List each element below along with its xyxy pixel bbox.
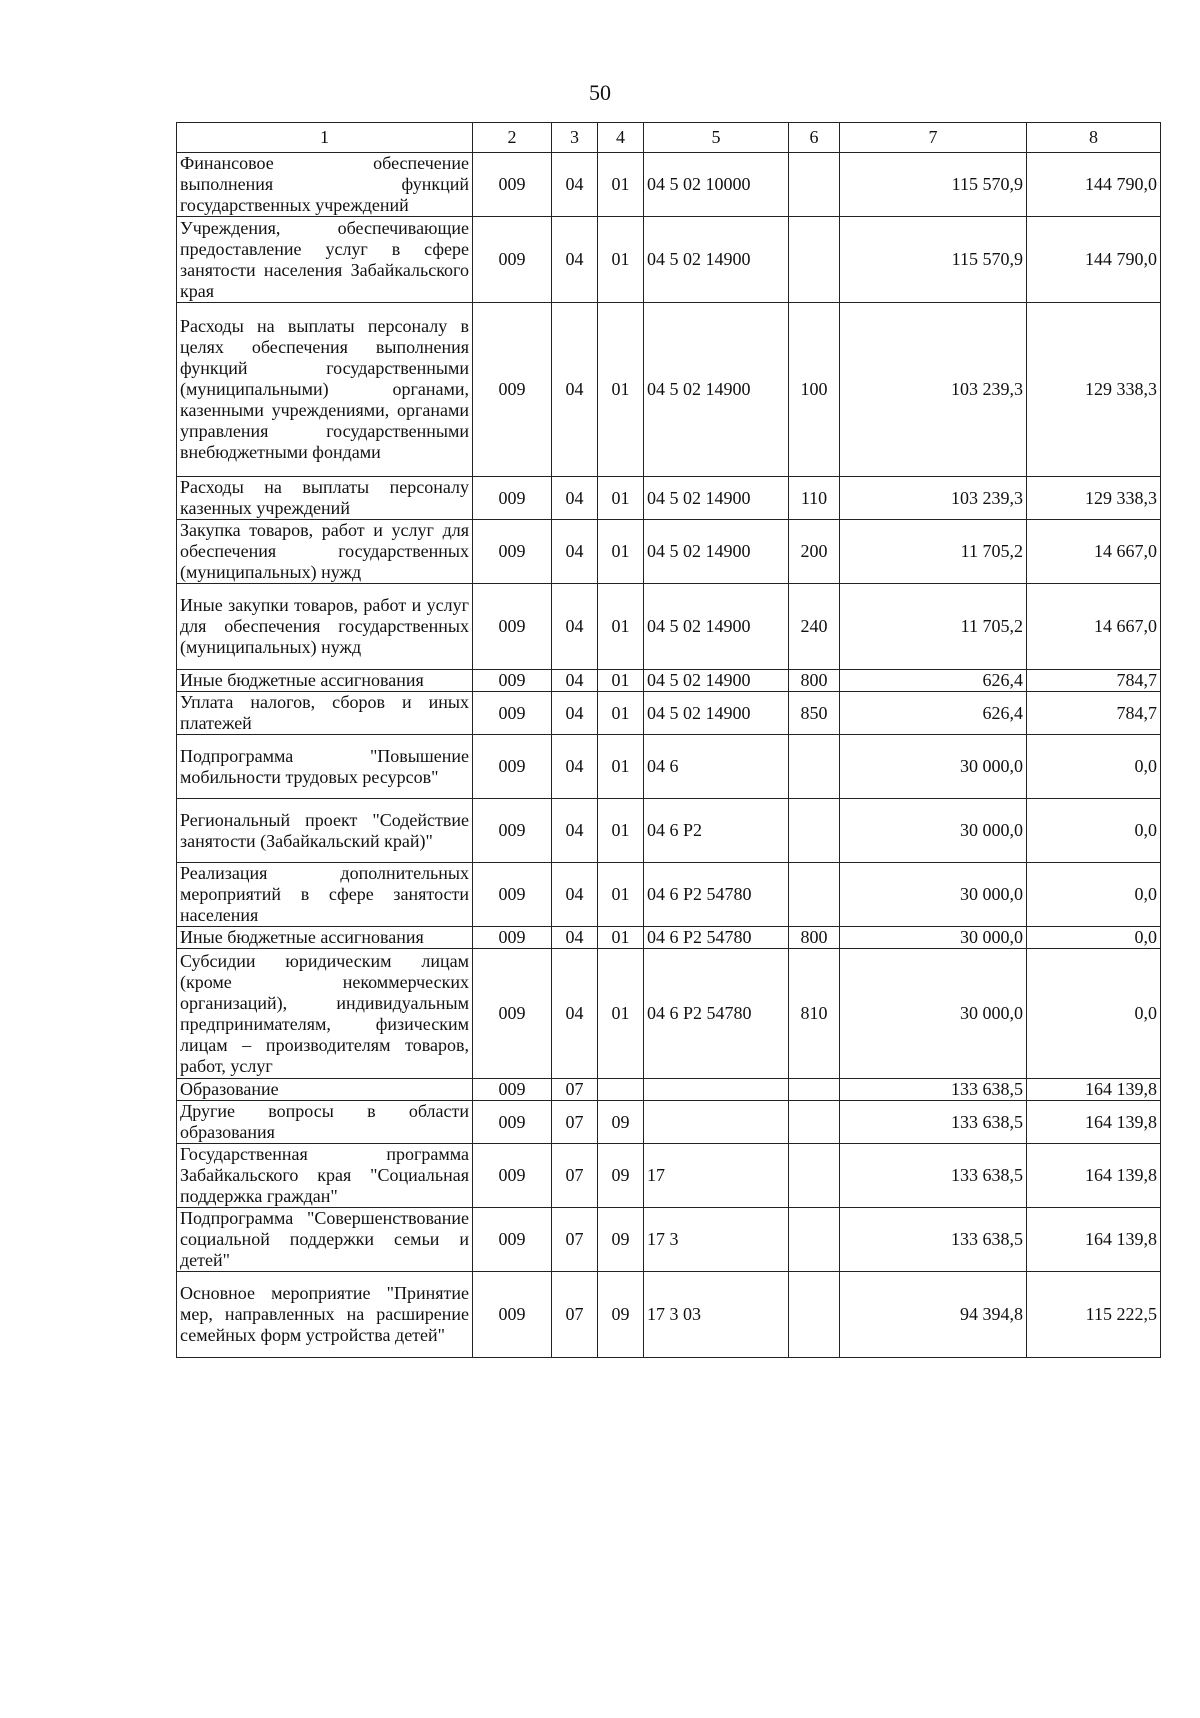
cell-amount-1: 11 705,2 [840, 520, 1027, 584]
cell-expense-type [789, 1272, 840, 1358]
cell-target-item: 04 5 02 10000 [644, 153, 789, 217]
cell-amount-2: 164 139,8 [1027, 1101, 1161, 1144]
cell-subsection: 01 [598, 692, 644, 735]
cell-admin-code: 009 [473, 1079, 552, 1101]
header-cell: 8 [1027, 123, 1161, 153]
cell-amount-2: 115 222,5 [1027, 1272, 1161, 1358]
cell-subsection: 09 [598, 1272, 644, 1358]
cell-admin-code: 009 [473, 153, 552, 217]
cell-target-item: 04 5 02 14900 [644, 584, 789, 670]
cell-name: Основное мероприятие "Принятие мер, направленных на расширение семейных форм устройства детей" [177, 1272, 473, 1358]
cell-section: 04 [552, 735, 598, 799]
budget-table [176, 122, 1161, 1358]
cell-admin-code: 009 [473, 584, 552, 670]
header-cell: 7 [840, 123, 1027, 153]
cell-section: 04 [552, 949, 598, 1079]
cell-amount-2: 0,0 [1027, 799, 1161, 863]
cell-amount-2: 129 338,3 [1027, 303, 1161, 477]
cell-name: Иные закупки товаров, работ и услуг для обеспечения государственных (муниципальных) нужд [177, 584, 473, 670]
cell-amount-1: 133 638,5 [840, 1208, 1027, 1272]
cell-subsection: 01 [598, 927, 644, 949]
header-cell: 5 [644, 123, 789, 153]
cell-subsection: 01 [598, 735, 644, 799]
cell-name: Реализация дополнительных мероприятий в сфере занятости населения [177, 863, 473, 927]
cell-target-item: 04 6 P2 54780 [644, 863, 789, 927]
cell-admin-code: 009 [473, 799, 552, 863]
cell-expense-type [789, 1208, 840, 1272]
cell-amount-2: 0,0 [1027, 735, 1161, 799]
cell-amount-1: 30 000,0 [840, 735, 1027, 799]
cell-admin-code: 009 [473, 927, 552, 949]
cell-admin-code: 009 [473, 1144, 552, 1208]
header-row [177, 123, 1161, 153]
cell-target-item: 17 3 [644, 1208, 789, 1272]
cell-name: Иные бюджетные ассигнования [177, 927, 473, 949]
cell-amount-1: 30 000,0 [840, 927, 1027, 949]
cell-expense-type [789, 735, 840, 799]
cell-admin-code: 009 [473, 735, 552, 799]
cell-admin-code: 009 [473, 949, 552, 1079]
cell-expense-type [789, 799, 840, 863]
table-row [177, 670, 1161, 692]
cell-name: Другие вопросы в области образования [177, 1101, 473, 1144]
cell-expense-type: 200 [789, 520, 840, 584]
cell-admin-code: 009 [473, 520, 552, 584]
cell-expense-type: 810 [789, 949, 840, 1079]
cell-subsection: 01 [598, 799, 644, 863]
cell-amount-1: 133 638,5 [840, 1079, 1027, 1101]
cell-amount-1: 103 239,3 [840, 477, 1027, 520]
cell-target-item: 17 [644, 1144, 789, 1208]
cell-expense-type: 850 [789, 692, 840, 735]
cell-target-item [644, 1101, 789, 1144]
cell-amount-1: 30 000,0 [840, 863, 1027, 927]
cell-amount-1: 133 638,5 [840, 1144, 1027, 1208]
cell-section: 04 [552, 799, 598, 863]
cell-subsection: 09 [598, 1101, 644, 1144]
cell-amount-1: 30 000,0 [840, 949, 1027, 1079]
cell-admin-code: 009 [473, 1101, 552, 1144]
cell-admin-code: 009 [473, 217, 552, 303]
cell-expense-type [789, 1101, 840, 1144]
cell-name: Финансовое обеспечение выполнения функций государственных учреждений [177, 153, 473, 217]
cell-section: 04 [552, 520, 598, 584]
table-row [177, 217, 1161, 303]
cell-name: Государственная программа Забайкальского края "Социальная поддержка граждан" [177, 1144, 473, 1208]
cell-amount-2: 164 139,8 [1027, 1144, 1161, 1208]
cell-section: 04 [552, 477, 598, 520]
cell-section: 04 [552, 927, 598, 949]
cell-subsection: 09 [598, 1144, 644, 1208]
cell-amount-2: 0,0 [1027, 949, 1161, 1079]
cell-amount-1: 11 705,2 [840, 584, 1027, 670]
cell-name: Расходы на выплаты персоналу казенных учреждений [177, 477, 473, 520]
cell-section: 07 [552, 1101, 598, 1144]
cell-amount-2: 129 338,3 [1027, 477, 1161, 520]
table-row [177, 1079, 1161, 1101]
cell-amount-1: 133 638,5 [840, 1101, 1027, 1144]
cell-section: 04 [552, 303, 598, 477]
table-row [177, 949, 1161, 1079]
cell-expense-type [789, 863, 840, 927]
cell-target-item: 04 5 02 14900 [644, 303, 789, 477]
cell-expense-type [789, 217, 840, 303]
cell-amount-2: 164 139,8 [1027, 1079, 1161, 1101]
cell-subsection: 01 [598, 477, 644, 520]
cell-section: 07 [552, 1079, 598, 1101]
cell-amount-2: 784,7 [1027, 692, 1161, 735]
cell-admin-code: 009 [473, 1272, 552, 1358]
cell-section: 04 [552, 692, 598, 735]
cell-name: Подпрограмма "Повышение мобильности трудовых ресурсов" [177, 735, 473, 799]
cell-subsection: 01 [598, 153, 644, 217]
cell-amount-1: 30 000,0 [840, 799, 1027, 863]
cell-target-item: 04 5 02 14900 [644, 670, 789, 692]
cell-subsection [598, 1079, 644, 1101]
cell-expense-type: 800 [789, 670, 840, 692]
table-row [177, 927, 1161, 949]
cell-expense-type [789, 153, 840, 217]
cell-subsection: 01 [598, 949, 644, 1079]
table-row [177, 692, 1161, 735]
cell-admin-code: 009 [473, 477, 552, 520]
cell-amount-2: 0,0 [1027, 927, 1161, 949]
header-cell: 6 [789, 123, 840, 153]
table-row [177, 303, 1161, 477]
cell-subsection: 01 [598, 670, 644, 692]
cell-section: 07 [552, 1144, 598, 1208]
cell-admin-code: 009 [473, 303, 552, 477]
table-row [177, 584, 1161, 670]
cell-section: 04 [552, 153, 598, 217]
cell-name: Уплата налогов, сборов и иных платежей [177, 692, 473, 735]
cell-target-item: 04 6 P2 54780 [644, 949, 789, 1079]
cell-section: 07 [552, 1272, 598, 1358]
cell-target-item: 04 5 02 14900 [644, 692, 789, 735]
cell-name: Закупка товаров, работ и услуг для обеспечения государственных (муниципальных) нужд [177, 520, 473, 584]
table-row [177, 1272, 1161, 1358]
table-row [177, 863, 1161, 927]
cell-amount-1: 103 239,3 [840, 303, 1027, 477]
cell-expense-type: 240 [789, 584, 840, 670]
cell-amount-2: 784,7 [1027, 670, 1161, 692]
page-number: 50 [589, 80, 611, 105]
cell-amount-1: 626,4 [840, 692, 1027, 735]
cell-target-item: 04 6 P2 54780 [644, 927, 789, 949]
cell-name: Субсидии юридическим лицам (кроме некоммерческих организаций), индивидуальным предпринимателям, физическим лицам – производителям товаров, работ, услуг [177, 949, 473, 1079]
cell-name: Региональный проект "Содействие занятости (Забайкальский край)" [177, 799, 473, 863]
header-cell: 2 [473, 123, 552, 153]
cell-admin-code: 009 [473, 1208, 552, 1272]
cell-amount-1: 94 394,8 [840, 1272, 1027, 1358]
cell-target-item: 04 5 02 14900 [644, 217, 789, 303]
table-row [177, 799, 1161, 863]
cell-expense-type: 800 [789, 927, 840, 949]
cell-target-item: 04 5 02 14900 [644, 520, 789, 584]
cell-section: 04 [552, 217, 598, 303]
header-cell: 3 [552, 123, 598, 153]
cell-target-item: 17 3 03 [644, 1272, 789, 1358]
table-row [177, 1208, 1161, 1272]
cell-section: 04 [552, 584, 598, 670]
cell-admin-code: 009 [473, 670, 552, 692]
cell-target-item [644, 1079, 789, 1101]
cell-amount-2: 144 790,0 [1027, 217, 1161, 303]
cell-name: Расходы на выплаты персоналу в целях обеспечения выполнения функций государственными (муниципальными) органами, казенными учреждениями, органами управления государственными внебюджетными фондами [177, 303, 473, 477]
table-row [177, 520, 1161, 584]
cell-name: Образование [177, 1079, 473, 1101]
cell-subsection: 01 [598, 520, 644, 584]
cell-name: Подпрограмма "Совершенствование социальной поддержки семьи и детей" [177, 1208, 473, 1272]
cell-subsection: 09 [598, 1208, 644, 1272]
cell-amount-2: 14 667,0 [1027, 584, 1161, 670]
cell-section: 04 [552, 863, 598, 927]
cell-expense-type [789, 1079, 840, 1101]
table-row [177, 1144, 1161, 1208]
cell-amount-2: 0,0 [1027, 863, 1161, 927]
header-cell: 1 [177, 123, 473, 153]
cell-amount-1: 115 570,9 [840, 153, 1027, 217]
cell-amount-1: 626,4 [840, 670, 1027, 692]
table-row [177, 477, 1161, 520]
cell-expense-type: 100 [789, 303, 840, 477]
cell-subsection: 01 [598, 303, 644, 477]
cell-expense-type: 110 [789, 477, 840, 520]
cell-target-item: 04 5 02 14900 [644, 477, 789, 520]
cell-target-item: 04 6 [644, 735, 789, 799]
cell-expense-type [789, 1144, 840, 1208]
cell-section: 07 [552, 1208, 598, 1272]
cell-amount-2: 144 790,0 [1027, 153, 1161, 217]
cell-name: Учреждения, обеспечивающие предоставление услуг в сфере занятости населения Забайкальского края [177, 217, 473, 303]
cell-admin-code: 009 [473, 692, 552, 735]
table-row [177, 153, 1161, 217]
cell-name: Иные бюджетные ассигнования [177, 670, 473, 692]
cell-admin-code: 009 [473, 863, 552, 927]
cell-amount-2: 164 139,8 [1027, 1208, 1161, 1272]
cell-subsection: 01 [598, 863, 644, 927]
cell-target-item: 04 6 P2 [644, 799, 789, 863]
table-row [177, 735, 1161, 799]
cell-amount-2: 14 667,0 [1027, 520, 1161, 584]
table-row [177, 1101, 1161, 1144]
cell-amount-1: 115 570,9 [840, 217, 1027, 303]
table-body [177, 153, 1161, 1358]
cell-subsection: 01 [598, 584, 644, 670]
header-cell: 4 [598, 123, 644, 153]
cell-subsection: 01 [598, 217, 644, 303]
cell-section: 04 [552, 670, 598, 692]
